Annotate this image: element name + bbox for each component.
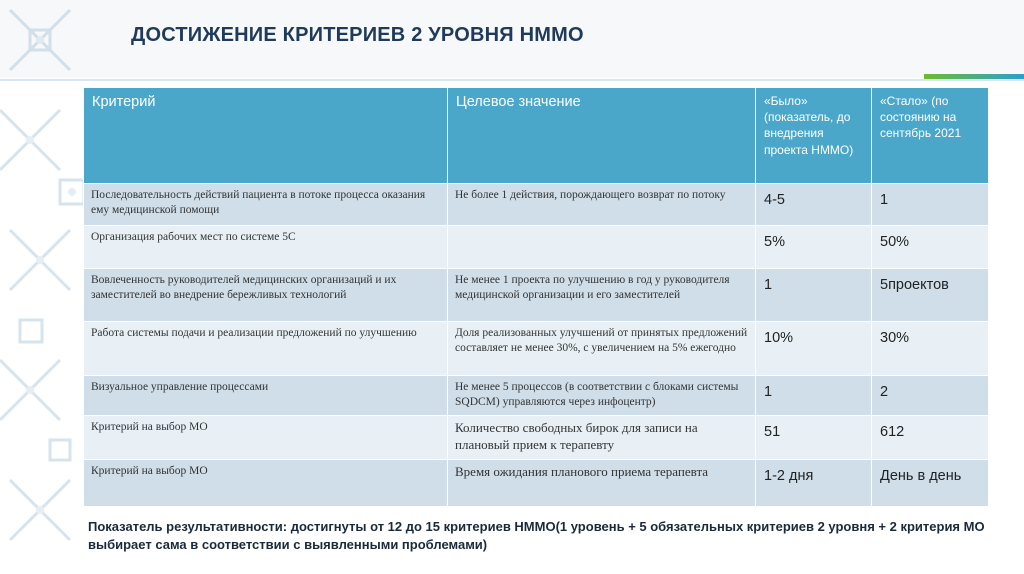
cell-criterion: Организация рабочих мест по системе 5С	[84, 226, 448, 269]
cell-criterion: Вовлеченность руководителей медицинских организаций и их заместителей во внедрение бережливых технологий	[84, 269, 448, 322]
cell-criterion: Критерий на выбор МО	[84, 460, 448, 507]
cell-target: Доля реализованных улучшений от принятых предложений составляет не менее 30%, с увеличением на 5% ежегодно	[448, 322, 756, 376]
criteria-table	[83, 87, 989, 507]
table-row	[84, 416, 989, 460]
cell-before: 1-2 дня	[756, 460, 872, 507]
cell-criterion: Работа системы подачи и реализации предложений по улучшению	[84, 322, 448, 376]
cell-after: 5проектов	[872, 269, 989, 322]
footer-note: Показатель результативности: достигнуты от 12 до 15 критериев НММО(1 уровень + 5 обязательных критериев 2 уровня + 2 критерия МО выбирает сама в соответствии с выявленными проблемами)	[88, 519, 985, 552]
cell-criterion: Последовательность действий пациента в потоке процесса оказания ему медицинской помощи	[84, 184, 448, 226]
table-row	[84, 376, 989, 416]
header-criterion: Критерий	[84, 88, 448, 184]
table-row	[84, 226, 989, 269]
cell-criterion: Визуальное управление процессами	[84, 376, 448, 416]
cell-target: Не менее 5 процессов (в соответствии с блоками системы SQDCM) управляются через инфоцентр)	[448, 376, 756, 416]
header-target: Целевое значение	[448, 88, 756, 184]
table-row	[84, 269, 989, 322]
table-row	[84, 460, 989, 507]
cell-target: Не менее 1 проекта по улучшению в год у руководителя медицинской организации и его заместителей	[448, 269, 756, 322]
cell-before: 5%	[756, 226, 872, 269]
header-after: «Стало» (по состоянию на сентябрь 2021	[872, 88, 989, 184]
cell-after: 2	[872, 376, 989, 416]
table-row	[84, 184, 989, 226]
cell-after: 50%	[872, 226, 989, 269]
cell-after: День в день	[872, 460, 989, 507]
page-title: ДОСТИЖЕНИЕ КРИТЕРИЕВ 2 УРОВНЯ НММО	[131, 24, 584, 46]
cell-target: Количество свободных бирок для записи на плановый прием к терапевту	[448, 416, 756, 460]
cell-after: 30%	[872, 322, 989, 376]
table-row	[84, 322, 989, 376]
cell-before: 1	[756, 269, 872, 322]
cell-before: 4-5	[756, 184, 872, 226]
cell-target: Не более 1 действия, порождающего возврат по потоку	[448, 184, 756, 226]
cell-after: 612	[872, 416, 989, 460]
header-divider	[0, 79, 1024, 81]
cell-after: 1	[872, 184, 989, 226]
header-before: «Было» (показатель, до внедрения проекта НММО)	[756, 88, 872, 184]
cell-before: 51	[756, 416, 872, 460]
cell-criterion: Критерий на выбор МО	[84, 416, 448, 460]
table-header-row	[84, 88, 989, 184]
cell-before: 1	[756, 376, 872, 416]
cell-target: Время ожидания планового приема терапевта	[448, 460, 756, 507]
cell-target	[448, 226, 756, 269]
cell-before: 10%	[756, 322, 872, 376]
